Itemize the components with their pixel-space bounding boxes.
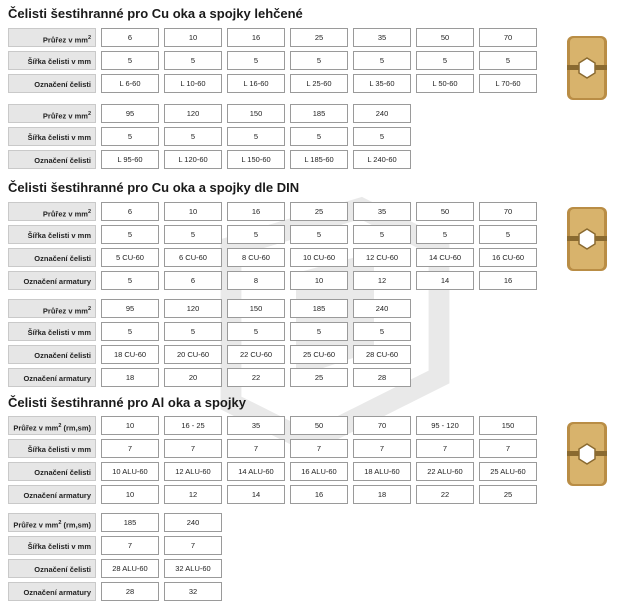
- table-al-1: [8, 416, 542, 508]
- table-cell: L 95-60: [101, 150, 159, 169]
- table-cell: L 185-60: [290, 150, 348, 169]
- table-cell: 5: [290, 225, 348, 244]
- table-cell: 50: [416, 28, 474, 47]
- table-cell: 8 CU-60: [227, 248, 285, 267]
- table-cell: 32 ALU-60: [164, 559, 222, 578]
- table-cell: 7: [227, 439, 285, 458]
- table-cell: L 10-60: [164, 74, 222, 93]
- row-label: Označení armatury: [8, 485, 96, 504]
- table-cell: 16 CU-60: [479, 248, 537, 267]
- table-cell: 10: [101, 416, 159, 435]
- row-label: Průřez v $mm^2$ (rm,sm): [8, 513, 96, 532]
- table-cell: 16: [227, 28, 285, 47]
- table-cell: 70: [353, 416, 411, 435]
- table-row: [8, 485, 542, 504]
- table-cell: 25: [479, 485, 537, 504]
- table-cell: L 16-60: [227, 74, 285, 93]
- row-label: Označení čelisti: [8, 462, 96, 481]
- table-cell: 7: [479, 439, 537, 458]
- table-cell: L 150-60: [227, 150, 285, 169]
- table-cell: 5: [164, 225, 222, 244]
- table-cell: 7: [164, 536, 222, 555]
- table-cell: 5: [479, 225, 537, 244]
- hex-jaw-image: [564, 420, 610, 488]
- table-cell: 95 - 120: [416, 416, 474, 435]
- table-cell: 150: [227, 104, 285, 123]
- table-row: [8, 150, 416, 169]
- table-cell: 22: [416, 485, 474, 504]
- table-cell: 20: [164, 368, 222, 387]
- table-cell: 5: [101, 51, 159, 70]
- row-label: Průřez v $mm^2$: [8, 299, 96, 318]
- table-cell: 12 CU-60: [353, 248, 411, 267]
- table-cell: 5: [227, 51, 285, 70]
- table-cell: 22: [227, 368, 285, 387]
- table-cell: 5: [290, 322, 348, 341]
- table-cell: L 35-60: [353, 74, 411, 93]
- table-cell: 12: [353, 271, 411, 290]
- row-label: Průřez v $mm^2$ (rm,sm): [8, 416, 96, 435]
- table-cell: 16 - 25: [164, 416, 222, 435]
- table-cell: 240: [353, 299, 411, 318]
- table-cell: 25 CU-60: [290, 345, 348, 364]
- table-row: [8, 104, 416, 123]
- row-label: Průřez v $mm^2$: [8, 28, 96, 47]
- table-cu-light-1: [8, 28, 542, 97]
- table-cell: 70: [479, 202, 537, 221]
- table-row: [8, 299, 416, 318]
- table-cu-din-1: [8, 202, 542, 294]
- row-label: Označení armatury: [8, 582, 96, 601]
- table-row: [8, 225, 542, 244]
- table-cell: 185: [290, 299, 348, 318]
- table-cell: L 120-60: [164, 150, 222, 169]
- table-cell: 14: [227, 485, 285, 504]
- row-label: Průřez v $mm^2$: [8, 104, 96, 123]
- table-row: [8, 559, 227, 578]
- table-cell: 18: [101, 368, 159, 387]
- table-cell: 6: [101, 202, 159, 221]
- table-cell: 5: [290, 127, 348, 146]
- table-cell: 5: [353, 51, 411, 70]
- row-label: Šířka čelisti v mm: [8, 225, 96, 244]
- table-row: [8, 127, 416, 146]
- table-cell: 35: [353, 202, 411, 221]
- row-label: Označení čelisti: [8, 248, 96, 267]
- hex-jaw-image: [564, 34, 610, 102]
- table-row: [8, 513, 227, 532]
- table-cell: 50: [416, 202, 474, 221]
- table-row: [8, 74, 542, 93]
- table-cell: 25 ALU-60: [479, 462, 537, 481]
- table-cell: 150: [227, 299, 285, 318]
- table-cell: 28: [353, 368, 411, 387]
- table-cell: 7: [164, 439, 222, 458]
- table-cell: 240: [353, 104, 411, 123]
- table-cell: 5: [353, 127, 411, 146]
- table-cell: 35: [353, 28, 411, 47]
- table-cell: 5: [101, 271, 159, 290]
- table-cell: 14 CU-60: [416, 248, 474, 267]
- table-cell: 16: [290, 485, 348, 504]
- table-cell: 16: [479, 271, 537, 290]
- table-cell: 10: [164, 28, 222, 47]
- table-cell: 5: [164, 51, 222, 70]
- table-row: [8, 28, 542, 47]
- table-row: [8, 322, 416, 341]
- section-title-cu-din: Čelisti šestihranné pro Cu oka a spojky dle DIN: [8, 180, 300, 195]
- table-cell: 18 ALU-60: [353, 462, 411, 481]
- table-cell: 240: [164, 513, 222, 532]
- table-row: [8, 439, 542, 458]
- table-row: [8, 271, 542, 290]
- table-cell: 25: [290, 202, 348, 221]
- table-row: [8, 248, 542, 267]
- table-cell: 10 CU-60: [290, 248, 348, 267]
- table-cell: 5: [101, 225, 159, 244]
- table-cell: 5: [227, 225, 285, 244]
- table-cell: 5 CU-60: [101, 248, 159, 267]
- table-cell: 5: [227, 127, 285, 146]
- row-label: Označení čelisti: [8, 150, 96, 169]
- table-cell: 185: [290, 104, 348, 123]
- table-cell: L 50-60: [416, 74, 474, 93]
- table-cell: 28 ALU-60: [101, 559, 159, 578]
- table-cell: 22 ALU-60: [416, 462, 474, 481]
- table-cell: 7: [353, 439, 411, 458]
- table-cell: 10: [101, 485, 159, 504]
- table-cell: 6 CU-60: [164, 248, 222, 267]
- table-cell: 50: [290, 416, 348, 435]
- table-cell: 70: [479, 28, 537, 47]
- table-cell: 12: [164, 485, 222, 504]
- table-cell: 7: [101, 439, 159, 458]
- table-cell: 6: [101, 28, 159, 47]
- table-row: [8, 202, 542, 221]
- table-cell: 150: [479, 416, 537, 435]
- table-cu-din-2: [8, 299, 416, 391]
- table-cell: 120: [164, 299, 222, 318]
- row-label: Označení armatury: [8, 271, 96, 290]
- row-label: Šířka čelisti v mm: [8, 127, 96, 146]
- table-row: [8, 368, 416, 387]
- row-label: Průřez v $mm^2$: [8, 202, 96, 221]
- table-cell: 120: [164, 104, 222, 123]
- section-title-cu-light: Čelisti šestihranné pro Cu oka a spojky lehčené: [8, 6, 303, 21]
- table-cell: 7: [416, 439, 474, 458]
- row-label: Označení čelisti: [8, 74, 96, 93]
- table-cell: 5: [164, 127, 222, 146]
- table-al-2: [8, 513, 227, 605]
- table-cell: 10 ALU-60: [101, 462, 159, 481]
- table-cell: 95: [101, 299, 159, 318]
- table-row: [8, 51, 542, 70]
- table-cell: 5: [353, 225, 411, 244]
- table-cell: 35: [227, 416, 285, 435]
- row-label: Šířka čelisti v mm: [8, 51, 96, 70]
- hex-jaw-image: [564, 205, 610, 273]
- table-cell: 7: [290, 439, 348, 458]
- table-row: [8, 345, 416, 364]
- table-cell: 14 ALU-60: [227, 462, 285, 481]
- table-cell: 5: [101, 322, 159, 341]
- table-cell: 5: [290, 51, 348, 70]
- table-cell: L 70-60: [479, 74, 537, 93]
- table-cell: 14: [416, 271, 474, 290]
- table-cu-light-2: [8, 104, 416, 173]
- row-label: Označení armatury: [8, 368, 96, 387]
- table-cell: L 240-60: [353, 150, 411, 169]
- row-label: Šířka čelisti v mm: [8, 439, 96, 458]
- table-cell: 28 CU-60: [353, 345, 411, 364]
- table-row: [8, 416, 542, 435]
- table-cell: 5: [479, 51, 537, 70]
- table-cell: 25: [290, 28, 348, 47]
- row-label: Šířka čelisti v mm: [8, 322, 96, 341]
- row-label: Šířka čelisti v mm: [8, 536, 96, 555]
- table-cell: 5: [164, 322, 222, 341]
- row-label: Označení čelisti: [8, 559, 96, 578]
- table-cell: 7: [101, 536, 159, 555]
- table-cell: 28: [101, 582, 159, 601]
- table-cell: 18: [353, 485, 411, 504]
- section-title-al: Čelisti šestihranné pro Al oka a spojky: [8, 395, 246, 410]
- table-cell: 5: [227, 322, 285, 341]
- table-row: [8, 582, 227, 601]
- table-cell: 16: [227, 202, 285, 221]
- table-cell: 6: [164, 271, 222, 290]
- table-row: [8, 462, 542, 481]
- row-label: Označení čelisti: [8, 345, 96, 364]
- table-row: [8, 536, 227, 555]
- table-cell: L 6-60: [101, 74, 159, 93]
- table-cell: 22 CU-60: [227, 345, 285, 364]
- table-cell: 185: [101, 513, 159, 532]
- table-cell: 5: [101, 127, 159, 146]
- table-cell: 32: [164, 582, 222, 601]
- table-cell: 25: [290, 368, 348, 387]
- table-cell: 10: [164, 202, 222, 221]
- table-cell: 10: [290, 271, 348, 290]
- table-cell: 20 CU-60: [164, 345, 222, 364]
- table-cell: 12 ALU-60: [164, 462, 222, 481]
- table-cell: 8: [227, 271, 285, 290]
- table-cell: 5: [416, 51, 474, 70]
- table-cell: 5: [416, 225, 474, 244]
- table-cell: 18 CU-60: [101, 345, 159, 364]
- table-cell: 5: [353, 322, 411, 341]
- table-cell: 16 ALU-60: [290, 462, 348, 481]
- table-cell: L 25-60: [290, 74, 348, 93]
- table-cell: 95: [101, 104, 159, 123]
